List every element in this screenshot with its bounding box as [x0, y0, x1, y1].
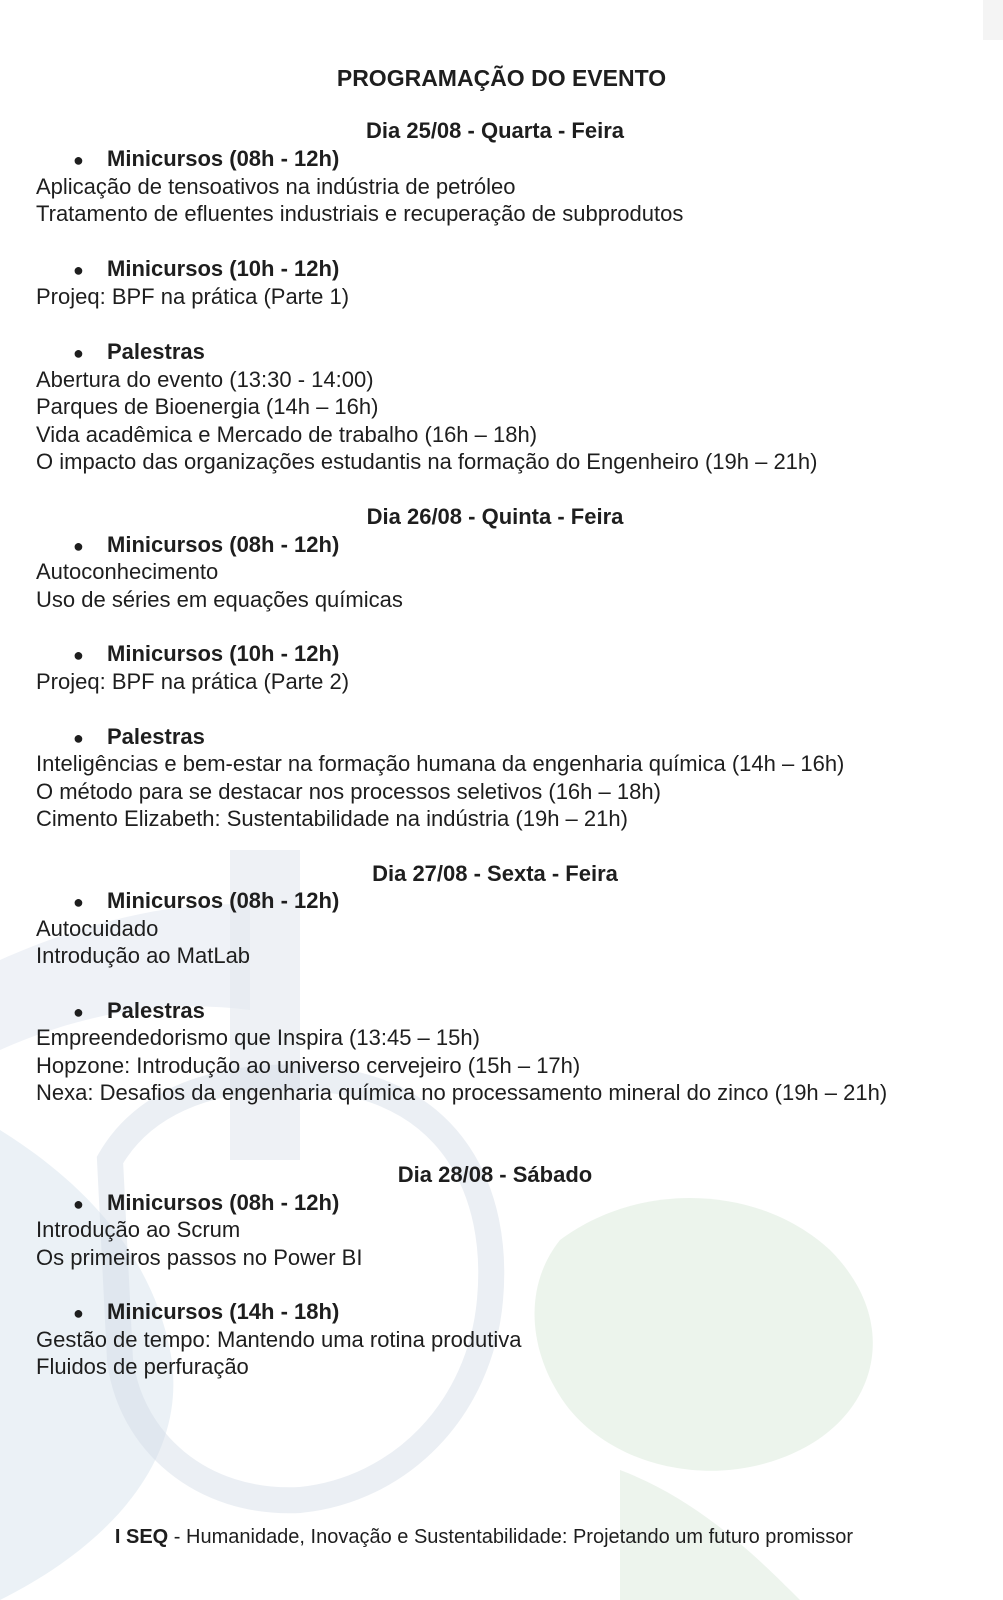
schedule-item: Gestão de tempo: Mantendo uma rotina produtiva — [36, 1327, 522, 1352]
section-label: Palestras — [107, 998, 205, 1023]
schedule-item: Parques de Bioenergia (14h – 16h) — [36, 394, 379, 419]
schedule-item: Inteligências e bem-estar na formação humana da engenharia química (14h – 16h) — [36, 751, 845, 776]
schedule-item: Autocuidado — [36, 916, 159, 941]
schedule-item: Introdução ao MatLab — [36, 943, 251, 968]
section-label: Minicursos (08h - 12h) — [107, 888, 340, 913]
section-label: Minicursos (08h - 12h) — [107, 532, 340, 557]
section-label: Palestras — [107, 339, 205, 364]
schedule-item: Fluidos de perfuração — [36, 1354, 249, 1379]
schedule-item: Empreendedorismo que Inspira (13:45 – 15h) — [36, 1025, 480, 1050]
section-minicursos-0800-day2 — [73, 531, 339, 560]
day-heading-28-08: Dia 28/08 - Sábado — [397, 1162, 593, 1187]
schedule-item: Tratamento de efluentes industriais e recuperação de subprodutos — [36, 201, 684, 226]
bullet-icon: ● — [73, 260, 84, 280]
schedule-item: Aplicação de tensoativos na indústria de petróleo — [36, 174, 516, 199]
schedule-item: Vida acadêmica e Mercado de trabalho (16h – 18h) — [36, 422, 538, 447]
bullet-icon: ● — [73, 645, 84, 665]
bullet-icon: ● — [73, 1303, 84, 1323]
section-minicursos-0800-day3 — [73, 887, 339, 916]
section-minicursos-1400-day4 — [73, 1298, 339, 1327]
bullet-icon: ● — [73, 892, 84, 912]
section-label: Minicursos (10h - 12h) — [107, 641, 340, 666]
footer-event-name: I SEQ — [114, 1526, 169, 1548]
section-minicursos-1000-day2 — [73, 640, 339, 669]
schedule-item: Projeq: BPF na prática (Parte 2) — [36, 669, 350, 694]
day-heading-25-08: Dia 25/08 - Quarta - Feira — [366, 118, 624, 143]
footer-tagline — [0, 1524, 968, 1550]
schedule-item: O impacto das organizações estudantis na formação do Engenheiro (19h – 21h) — [36, 449, 818, 474]
bullet-icon: ● — [73, 150, 84, 170]
footer-slogan: - Humanidade, Inovação e Sustentabilidade: Projetando um futuro promissor — [168, 1526, 854, 1548]
schedule-item: Introdução ao Scrum — [36, 1217, 241, 1242]
day-heading-27-08: Dia 27/08 - Sexta - Feira — [372, 861, 618, 886]
schedule-item: Cimento Elizabeth: Sustentabilidade na indústria (19h – 21h) — [36, 806, 628, 831]
schedule-item: Abertura do evento (13:30 - 14:00) — [36, 367, 374, 392]
schedule-item: Hopzone: Introdução ao universo cervejeiro (15h – 17h) — [36, 1053, 581, 1078]
bullet-icon: ● — [73, 536, 84, 556]
schedule-item: Autoconhecimento — [36, 559, 219, 584]
section-label: Minicursos (14h - 18h) — [107, 1299, 340, 1324]
section-palestras-day2 — [73, 723, 205, 752]
day-heading-26-08: Dia 26/08 - Quinta - Feira — [366, 504, 624, 529]
schedule-item: O método para se destacar nos processos seletivos (16h – 18h) — [36, 779, 661, 804]
section-label: Minicursos (08h - 12h) — [107, 1190, 340, 1215]
section-palestras-day1 — [73, 338, 205, 367]
schedule-item: Nexa: Desafios da engenharia química no processamento mineral do zinco (19h – 21h) — [36, 1080, 888, 1105]
schedule-item: Projeq: BPF na prática (Parte 1) — [36, 284, 350, 309]
section-minicursos-1000-day1 — [73, 255, 339, 284]
bullet-icon: ● — [73, 1194, 84, 1214]
section-label: Minicursos (08h - 12h) — [107, 146, 340, 171]
bullet-icon: ● — [73, 343, 84, 363]
section-palestras-day3 — [73, 997, 205, 1026]
page-title: PROGRAMAÇÃO DO EVENTO — [336, 65, 667, 91]
section-minicursos-0800-day1 — [73, 145, 339, 174]
bullet-icon: ● — [73, 1002, 84, 1022]
bullet-icon: ● — [73, 728, 84, 748]
section-label: Minicursos (10h - 12h) — [107, 256, 340, 281]
schedule-item: Os primeiros passos no Power BI — [36, 1245, 363, 1270]
section-minicursos-0800-day4 — [73, 1189, 339, 1218]
section-label: Palestras — [107, 724, 205, 749]
schedule-item: Uso de séries em equações químicas — [36, 587, 403, 612]
